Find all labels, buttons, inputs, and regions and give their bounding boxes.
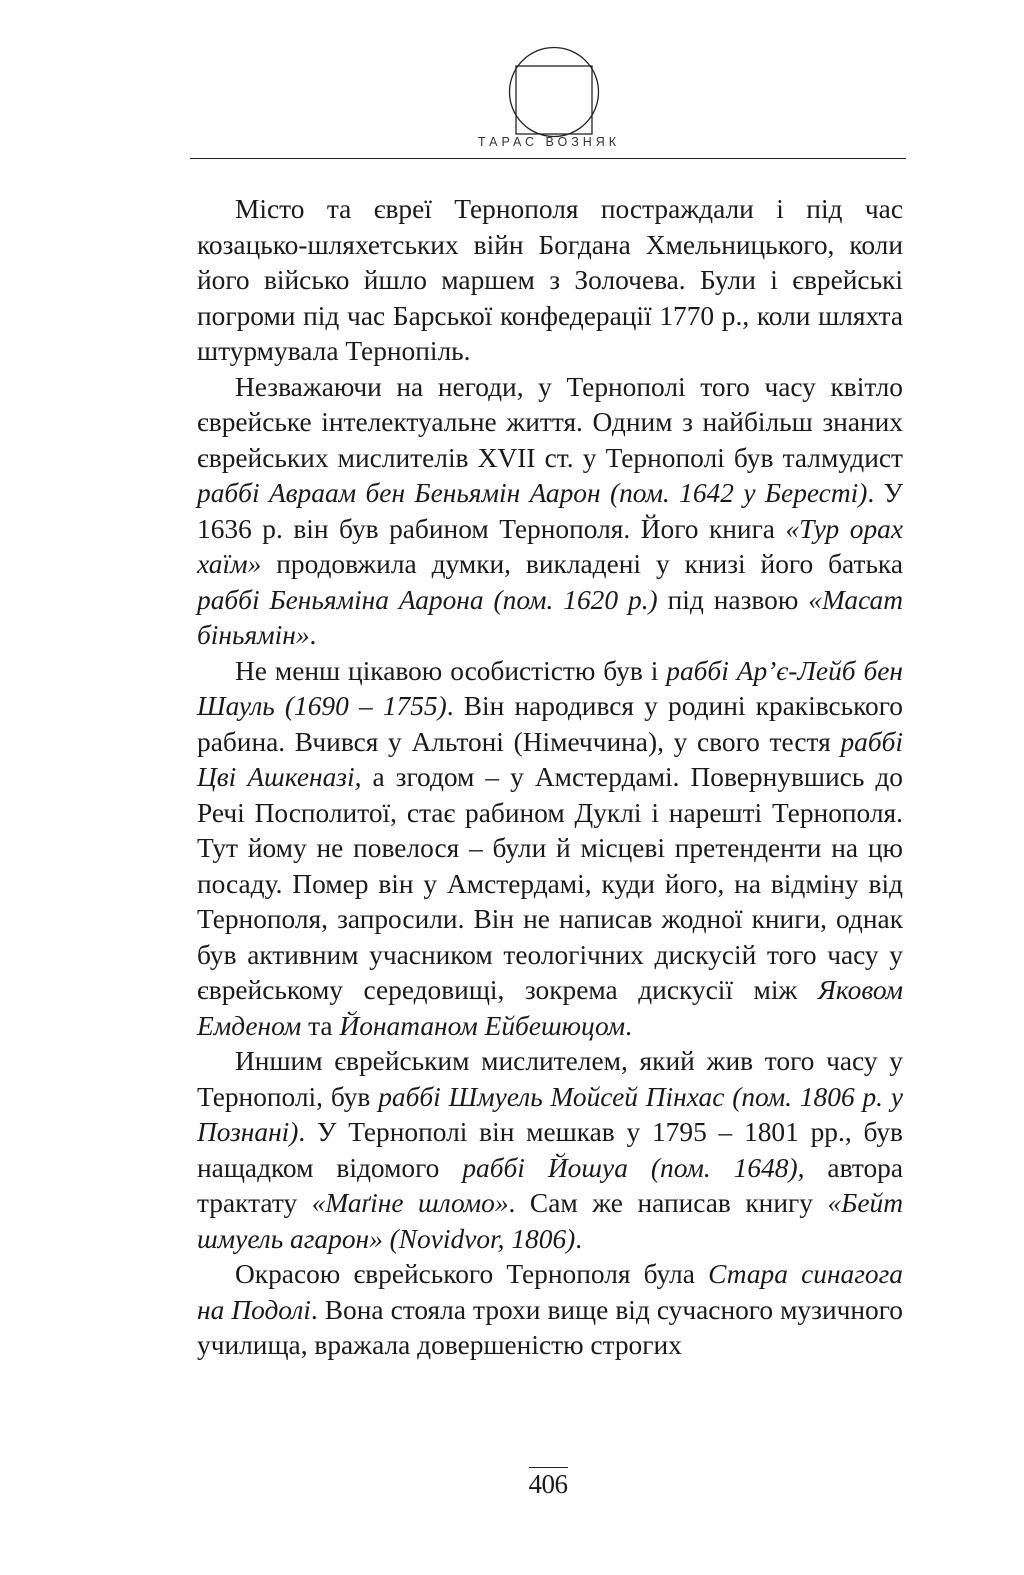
- text-run: продовжила думки, викладені у книзі його батька: [261, 549, 903, 579]
- text-run: . Сам же написав книгу: [508, 1188, 828, 1218]
- header-rule: [190, 158, 906, 159]
- header-emblem-icon: [508, 46, 600, 138]
- paragraph: [197, 370, 903, 654]
- italic-run: раббі Ар’є-Лейб бен Шауль (1690 – 1755): [197, 655, 903, 721]
- text-run: . У Тернополі він мешкав у 1795 – 1801 рр., був нащадком відомого: [197, 1117, 903, 1183]
- text-run: Не менш цікавою особистістю був і: [235, 655, 667, 686]
- text-run: Иншим єврейським мислителем, який жив того часу у Тернополі, був: [197, 1046, 903, 1112]
- italic-run: раббі Авраам бен Беньямін Аарон (пом. 1642 у Бересті): [197, 478, 868, 508]
- running-head: ТАРАС ВОЗНЯК: [477, 135, 621, 149]
- text-run: . У 1636 р. він був рабином Тернополя. Його книга: [197, 478, 903, 544]
- text-run: . Він народився у родині краківського рабина. Вчився у Альтоні (Німеччина), у свого тестя: [197, 691, 903, 757]
- text-run: автора трактату: [197, 1152, 903, 1218]
- italic-run: Стара синагога на Подолі: [197, 1259, 904, 1325]
- page-footer: [190, 1467, 906, 1499]
- italic-run: Йонатаном Ейбешюцом: [339, 1010, 626, 1041]
- page-number: 406: [528, 1469, 568, 1499]
- text-run: . Вона стояла трохи вище від сучасного музичного училища, вражала довершеністю строгих: [197, 1294, 903, 1360]
- text-run: .: [575, 1223, 583, 1254]
- paragraph: [197, 1044, 903, 1257]
- text-run: а згодом – у Амстердамі. Повернувшись до Речі Посполитої, стає рабином Дуклі і нарешті Тернополя. Тут йому не повелося – були й місцеві претенденти на цю посаду. Помер він у Амстердамі, куди його, на відміну від Тернополя, запросили. Він не написав жодної книги, однак був активним учасником теологічних дискусій того часу у єврейському середовищі, зокрема дискусії між: [197, 762, 903, 1005]
- paragraph: [197, 1257, 903, 1364]
- italic-run: «Маґіне шломо»: [311, 1188, 509, 1218]
- italic-run: «Бейт шмуель агарон» (Novidvor, 1806): [197, 1188, 903, 1254]
- italic-run: раббі Беньяміна Аарона (пом. 1620 р.): [197, 584, 658, 615]
- italic-run: «Масат біньямін»: [197, 584, 903, 650]
- text-run: .: [625, 1010, 632, 1041]
- italic-run: Яковом Емденом: [197, 975, 903, 1041]
- italic-run: раббі Шмуель Мойсей Пінхас (пом. 1806 р. у Познані): [197, 1081, 903, 1147]
- paragraph: [197, 192, 903, 370]
- text-run: Окрасою єврейського Тернополя була: [235, 1259, 709, 1289]
- text-body: [197, 192, 903, 1364]
- text-run: Місто та євреї Тернополя постраждали і під час козацько-шляхетських війн Богдана Хмельницького, коли його військо йшло маршем з Золочева. Були і єврейські погроми під час Барської конфедерації 1770 р., коли шляхта штурмувала Тернопіль.: [197, 194, 903, 366]
- text-run: та: [301, 1010, 340, 1041]
- italic-run: раббі Цві Ашкеназі,: [197, 726, 903, 792]
- text-run: під назвою: [657, 584, 809, 615]
- text-run: .: [309, 620, 317, 650]
- text-run: Незважаючи на негоди, у Тернополі того часу квітло єврейське інтелектуальне життя. Одним з найбільш знаних єврейських мислителів XVII ст. у Тернополі був талмудист: [197, 371, 903, 473]
- italic-run: раббі Йошуа (пом. 1648),: [462, 1152, 805, 1183]
- italic-run: «Тур орах хаїм»: [197, 513, 904, 579]
- paragraph: [197, 654, 903, 1045]
